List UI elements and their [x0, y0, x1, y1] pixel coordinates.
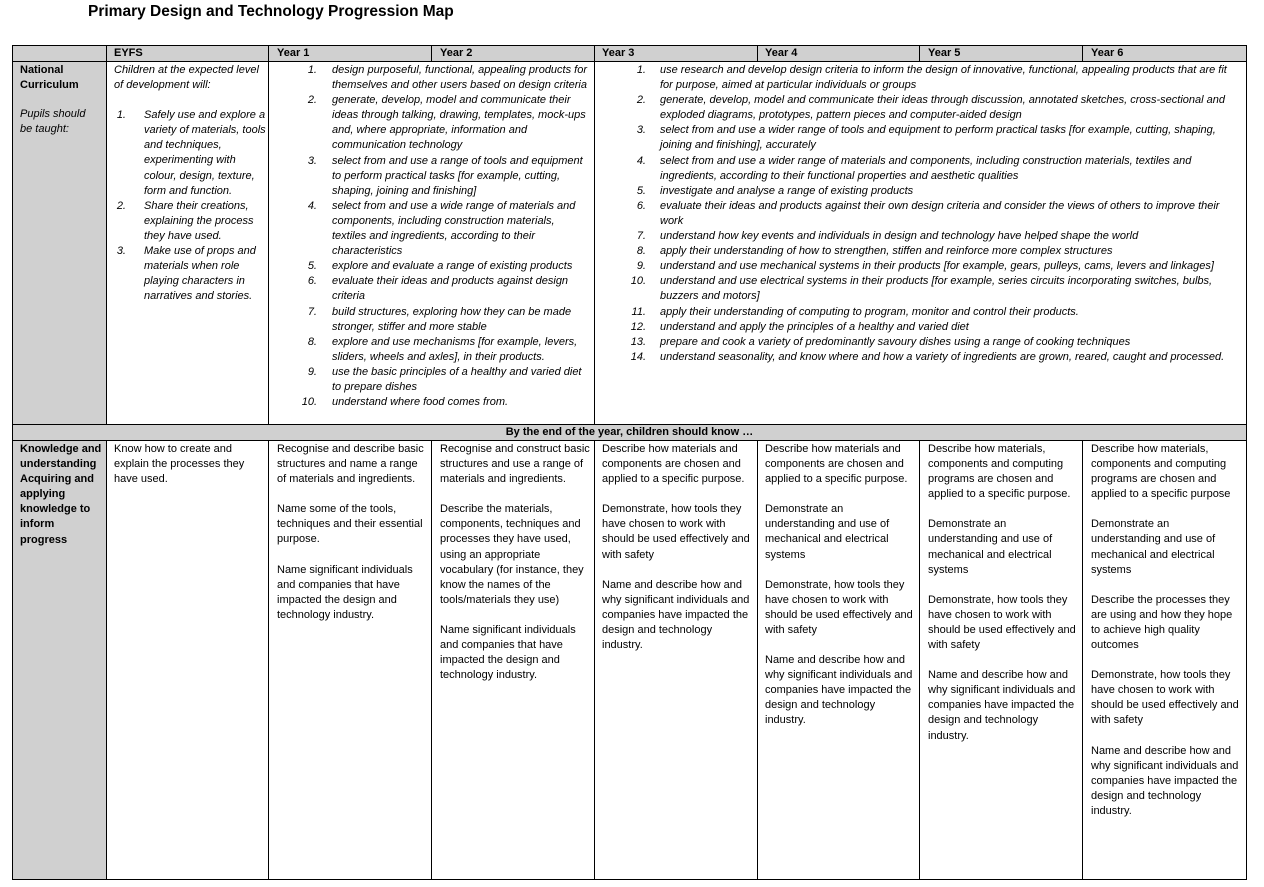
list-item-text: prepare and cook a variety of predominantly savoury dishes using a range of cooking techniques — [660, 335, 1131, 348]
list-item-text: understand seasonality, and know where and how a variety of ingredients are grown, reared, caught and processed. — [660, 350, 1225, 363]
list-item-number: 7. — [636, 230, 646, 243]
list-item-text: evaluate their ideas and products against their own design criteria and consider the views of others to improve their work — [660, 199, 1220, 227]
page-title: Primary Design and Technology Progression Map — [88, 3, 454, 20]
list-item-text: build structures, exploring how they can be made stronger, stiffer and more stable — [332, 305, 572, 333]
list-item-number: 3. — [636, 124, 646, 137]
knowledge-paragraph: Demonstrate an understanding and use of mechanical and electrical systems — [765, 503, 890, 561]
list-item-text: understand where food comes from. — [332, 396, 509, 409]
knowledge-paragraph: Describe the processes they are using and how they hope to achieve high quality outcomes — [1091, 593, 1233, 652]
nc-label-text: National Curriculum — [20, 64, 79, 92]
end-of-year-banner-text: By the end of the year, children should know … — [505, 426, 754, 438]
list-item — [602, 93, 1242, 123]
list-item — [602, 184, 1242, 199]
knowledge-paragraph: Demonstrate, how tools they have chosen to work with should be used effectively and with safety — [1091, 669, 1239, 727]
knowledge-paragraph: Name and describe how and why significant individuals and companies have impacted the design and technology industry. — [602, 578, 750, 652]
list-item-number: 10. — [630, 275, 646, 288]
list-item-text: select from and use a range of tools and equipment to perform practical tasks [for example, cutting, shaping, joining and finishing] — [332, 154, 583, 197]
knowledge-col-year2 — [438, 441, 593, 879]
ks2-nc-cell — [600, 62, 1246, 424]
list-item-number: 13. — [630, 335, 646, 348]
list-item-text: understand and use electrical systems in their products [for example, series circuits incorporating switches, bulbs, buzzers and motors] — [660, 275, 1213, 303]
list-item — [602, 229, 1242, 244]
list-item — [114, 244, 266, 304]
list-item-text: explore and use mechanisms [for example, levers, sliders, wheels and axles], in their products. — [332, 335, 578, 363]
list-item-text: understand and apply the principles of a healthy and varied diet — [660, 320, 969, 333]
knowledge-paragraph: Name and describe how and why significant individuals and companies have impacted the design and technology industry. — [765, 654, 913, 727]
knowledge-paragraph: Name significant individuals and companies that have impacted the design and technology industry. — [440, 623, 576, 682]
knowledge-paragraph: Demonstrate, how tools they have chosen to work with should be used effectively and with safety — [602, 503, 750, 561]
list-item — [602, 350, 1242, 365]
list-item-text: use the basic principles of a healthy and varied diet to prepare dishes — [332, 365, 582, 393]
list-item — [277, 93, 587, 153]
ks1-nc-cell — [275, 62, 593, 424]
list-item-number: 12. — [630, 320, 646, 333]
eyfs-nc-cell — [112, 62, 268, 424]
header-year1: Year 1 — [277, 47, 310, 59]
list-item — [277, 63, 587, 93]
knowledge-paragraph: Name and describe how and why significant individuals and companies have impacted the design and technology industry. — [928, 669, 1076, 742]
knowledge-paragraph: Recognise and describe basic structures and name a range of materials and ingredients. — [277, 443, 424, 486]
header-year3: Year 3 — [602, 47, 635, 59]
knowledge-col-year4 — [763, 441, 918, 879]
list-item — [277, 274, 587, 304]
list-item-number: 1. — [636, 64, 646, 76]
list-item — [277, 365, 587, 395]
list-item-text: design purposeful, functional, appealing products for themselves and other users based on design criteria — [332, 64, 588, 92]
knowledge-paragraph: Name and describe how and why significant individuals and companies have impacted the design and technology industry. — [1091, 744, 1239, 817]
ks1-list — [277, 63, 587, 410]
list-item — [277, 305, 587, 335]
list-item-text: use research and develop design criteria to inform the design of innovative, functional, appealing products that are fit for purpose, aimed at particular individuals or groups — [660, 64, 1227, 92]
header-eyfs: EYFS — [114, 47, 143, 59]
list-item-text: Safely use and explore a variety of materials, tools and techniques, experimenting with colour, design, texture, form and function. — [144, 109, 266, 197]
list-item-number: 11. — [631, 305, 646, 318]
list-item — [602, 244, 1242, 259]
knowledge-paragraph: Describe how materials, components and computing programs are chosen and applied to a specific purpose. — [928, 443, 1071, 501]
list-item-number: 6. — [307, 275, 317, 288]
knowledge-paragraph: Describe how materials and components are chosen and applied to a specific purpose. — [602, 443, 745, 486]
knowledge-paragraph: Describe the materials, components, techniques and processes they have used, using an appropriate vocabulary (for instance, they know the names of the tools/materials they use) — [440, 503, 584, 606]
nc-sublabel-text: Pupils should be taught: — [20, 108, 86, 136]
list-item — [114, 199, 266, 244]
knowledge-paragraph: Demonstrate an understanding and use of mechanical and electrical systems — [928, 518, 1053, 576]
list-item-number: 1. — [116, 109, 126, 122]
list-item-number: 3. — [116, 245, 126, 258]
eyfs-list — [114, 108, 266, 304]
list-item — [602, 274, 1242, 304]
knowledge-col-eyfs — [112, 441, 267, 879]
list-item-number: 4. — [307, 199, 317, 212]
list-item-number: 2. — [307, 94, 317, 107]
list-item — [277, 154, 587, 199]
knowledge-col-year1 — [275, 441, 430, 879]
list-item-number: 3. — [307, 154, 317, 167]
list-item-number: 9. — [307, 365, 317, 378]
eyfs-intro: Children at the expected level of development will: — [114, 64, 259, 92]
national-curriculum-label — [18, 62, 106, 422]
knowledge-label: Knowledge and understanding Acquiring and applying knowledge to inform progress — [20, 443, 102, 546]
knowledge-col-year3 — [600, 441, 755, 879]
list-item — [602, 123, 1242, 153]
list-item-number: 9. — [636, 260, 646, 273]
list-item — [602, 335, 1242, 350]
knowledge-paragraph: Describe how materials and components are chosen and applied to a specific purpose. — [765, 443, 908, 486]
list-item-text: generate, develop, model and communicate their ideas through discussion, annotated sketches, cross-sectional and exploded diagrams, prototypes, pattern pieces and computer-aided design — [660, 94, 1226, 122]
knowledge-paragraph: Demonstrate, how tools they have chosen to work with should be used effectively and with safety — [928, 593, 1076, 652]
knowledge-paragraph: Name some of the tools, techniques and their essential purpose. — [277, 503, 423, 546]
list-item-number: 5. — [307, 260, 317, 273]
list-item-number: 14. — [630, 350, 646, 363]
knowledge-paragraph: Name significant individuals and companies that have impacted the design and technology industry. — [277, 563, 413, 621]
header-year4: Year 4 — [765, 47, 798, 59]
list-item-number: 7. — [307, 305, 317, 318]
list-item-text: generate, develop, model and communicate their ideas through talking, drawing, templates, mock-ups and, where appropriate, information and communication technology — [332, 94, 586, 152]
list-item-text: select from and use a wider range of tools and equipment to perform practical tasks [for example, cutting, shaping, joining and finishing], accurately — [660, 124, 1216, 152]
list-item-number: 10. — [301, 396, 317, 409]
list-item-text: Make use of props and materials when role playing characters in narratives and stories. — [144, 245, 256, 303]
list-item-number: 8. — [636, 245, 646, 258]
list-item — [602, 259, 1242, 274]
knowledge-paragraph: Describe how materials, components and computing programs are chosen and applied to a specific purpose — [1091, 443, 1231, 501]
list-item-number: 2. — [116, 199, 126, 212]
list-item-number: 5. — [636, 184, 646, 197]
ks2-list — [602, 63, 1242, 365]
list-item — [602, 63, 1242, 93]
list-item-text: apply their understanding of computing to program, monitor and control their products. — [660, 305, 1079, 318]
end-of-year-banner — [12, 425, 1247, 441]
header-year6: Year 6 — [1091, 47, 1124, 59]
list-item-text: understand and use mechanical systems in their products [for example, gears, pulleys, cams, levers and linkages] — [660, 260, 1214, 273]
header-year2: Year 2 — [440, 47, 473, 59]
list-item-text: select from and use a wider range of materials and components, including construction materials, textiles and ingredients, according to their functional properties and aesthetic qualities — [660, 154, 1192, 182]
list-item — [602, 320, 1242, 335]
knowledge-col-year6 — [1089, 441, 1244, 879]
list-item-text: Share their creations, explaining the process they have used. — [144, 199, 254, 242]
list-item — [277, 335, 587, 365]
list-item-number: 6. — [636, 199, 646, 212]
list-item — [602, 199, 1242, 229]
list-item-text: understand how key events and individuals in design and technology have helped shape the world — [660, 230, 1139, 243]
list-item — [277, 395, 587, 410]
list-item-number: 2. — [636, 94, 646, 107]
knowledge-paragraph: Demonstrate an understanding and use of mechanical and electrical systems — [1091, 518, 1216, 576]
list-item-number: 4. — [636, 154, 646, 167]
knowledge-paragraph: Know how to create and explain the processes they have used. — [114, 443, 245, 486]
header-year5: Year 5 — [928, 47, 961, 59]
list-item-text: apply their understanding of how to strengthen, stiffen and reinforce more complex structures — [660, 245, 1113, 258]
knowledge-paragraph: Demonstrate, how tools they have chosen to work with should be used effectively and with safety — [765, 578, 913, 636]
knowledge-col-year5 — [926, 441, 1081, 879]
list-item-text: select from and use a wide range of materials and components, including construction materials, textiles and ingredients, according to their characteristics — [332, 199, 576, 258]
list-item — [277, 259, 587, 274]
list-item-text: investigate and analyse a range of existing products — [660, 184, 914, 197]
list-item — [114, 108, 266, 199]
list-item — [602, 154, 1242, 184]
list-item-text: explore and evaluate a range of existing products — [332, 260, 573, 273]
list-item-text: evaluate their ideas and products against design criteria — [332, 275, 569, 303]
knowledge-paragraph: Recognise and construct basic structures and use a range of materials and ingredients. — [440, 443, 590, 486]
list-item — [602, 305, 1242, 320]
list-item-number: 8. — [307, 335, 317, 348]
list-item-number: 1. — [307, 64, 317, 76]
list-item — [277, 199, 587, 259]
